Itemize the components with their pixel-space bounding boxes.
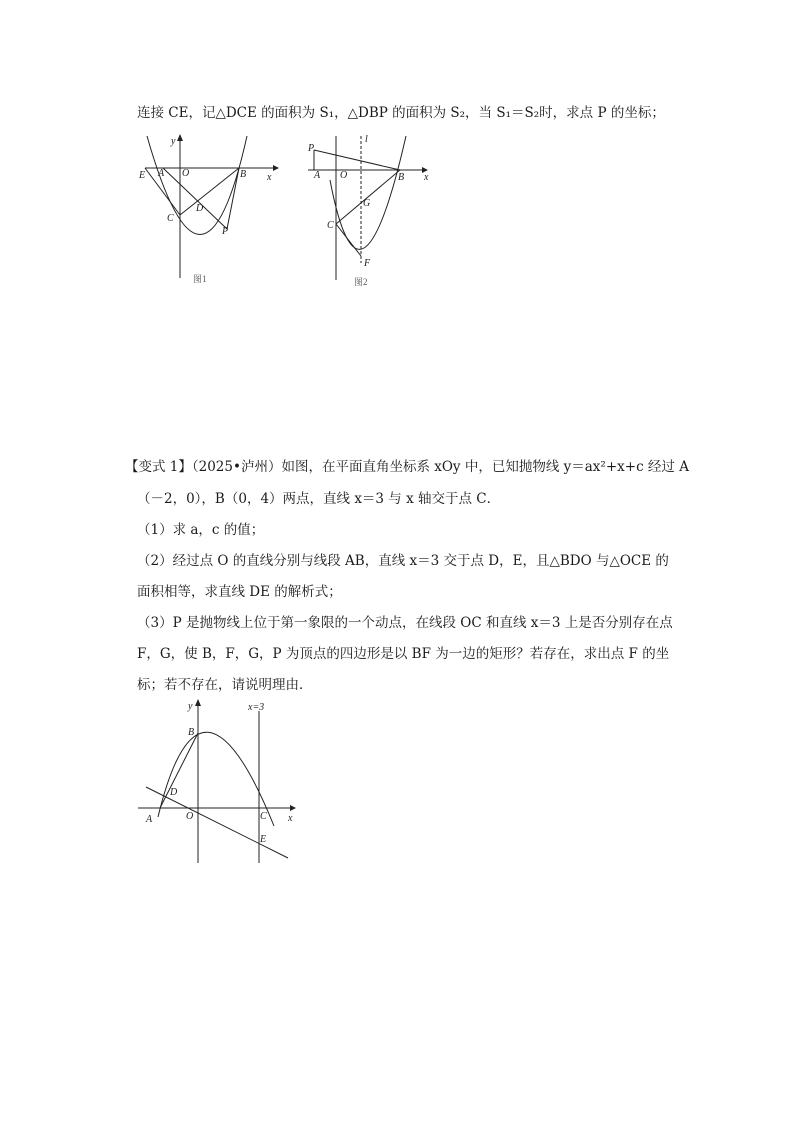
fig2-label-x: x [424,172,429,183]
fig1-label-B: B [240,169,247,180]
fig3-label-x: x [288,813,293,824]
problem-line-7: F，G，使 B，F，G，P 为顶点的四边形是以 BF 为一边的矩形？若存在，求出点 F 的坐 [137,646,670,662]
fig2-label-G: G [363,198,371,209]
fig1-label-C: C [167,213,174,224]
fig3-label-B: B [188,727,195,738]
fig1-label-y: y [171,136,176,147]
problem-line-6: （3）P 是抛物线上位于第一象限的一个动点，在线段 OC 和直线 x＝3 上是否分别存在点 [137,615,673,631]
question-text-line: 连接 CE，记△DCE 的面积为 S₁，△DBP 的面积为 S₂，当 S₁＝S₂时，求点 P 的坐标； [137,105,665,121]
fig2-label-B: B [398,172,405,183]
fig2-label-A: A [314,170,321,181]
fig1-caption: 图1 [193,274,207,284]
fig3-label-A: A [146,814,153,825]
problem-line-5: 面积相等，求直线 DE 的解析式； [137,584,342,600]
figure-1 [135,128,285,288]
problem-line-4: （2）经过点 O 的直线分别与线段 AB，直线 x＝3 交于点 D，E，且△BDO 与△OCE 的 [137,553,669,569]
fig1-label-P: P [222,226,229,237]
fig1-label-A: A [158,168,165,179]
fig2-label-C: C [327,220,334,231]
figure-2 [300,128,440,293]
problem-line-8: 标；若不存在，请说明理由． [137,677,313,693]
fig1-label-E: E [139,170,146,181]
fig3-label-E: E [260,834,267,845]
fig2-label-O: O [340,170,348,181]
fig3-label-y: y [188,701,193,712]
fig3-label-D: D [170,787,178,798]
fig2-label-l: l [365,134,368,145]
fig1-label-O: O [182,168,190,179]
fig3-label-C: C [260,811,267,822]
fig1-label-x: x [267,172,272,183]
problem-line-1: 【变式 1】（2025•泸州）如图，在平面直角坐标系 xOy 中，已知抛物线 y＝ax²+x+c 经过 A [125,459,689,475]
fig2-label-P: P [308,143,315,154]
fig3-label-O: O [186,811,194,822]
fig2-label-F: F [364,258,371,269]
fig2-caption: 图2 [354,277,368,287]
problem-line-3: （1）求 a，c 的值； [137,522,265,538]
fig1-label-D: D [196,203,204,214]
problem-line-2: （－2，0），B（0，4）两点，直线 x＝3 与 x 轴交于点 C． [137,491,501,507]
figure-3 [138,695,303,870]
fig3-label-x3: x=3 [248,702,265,713]
